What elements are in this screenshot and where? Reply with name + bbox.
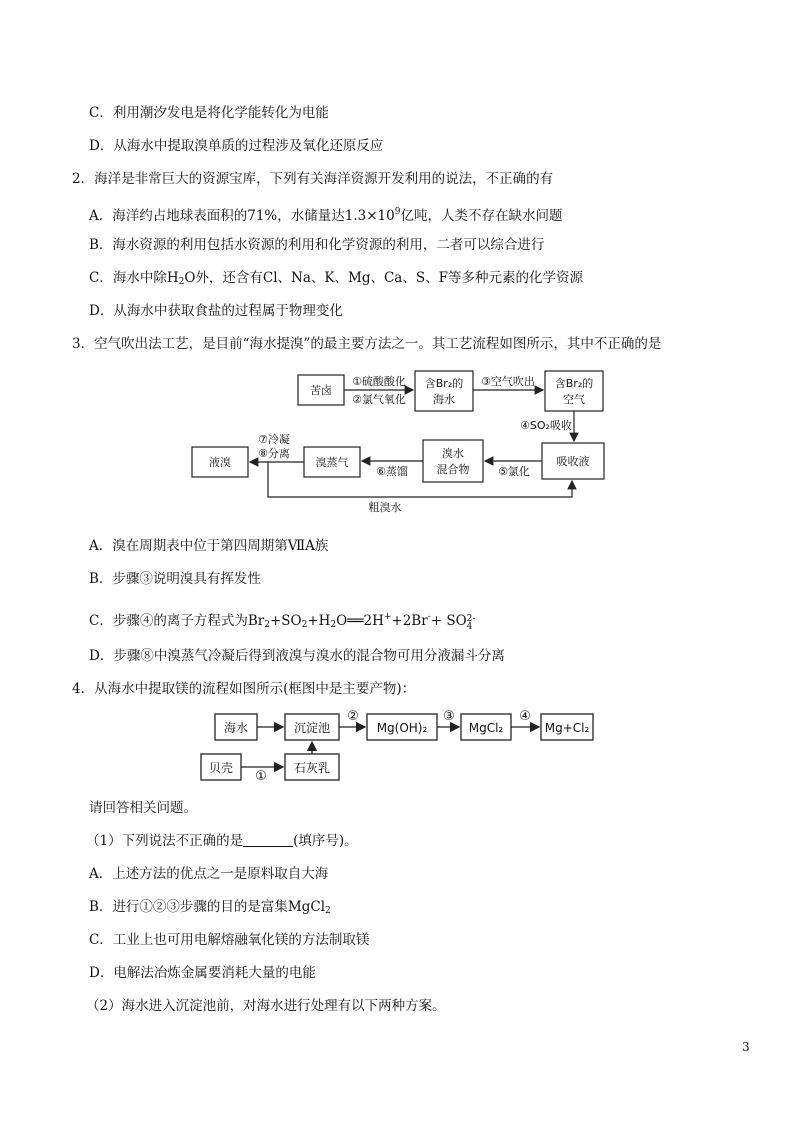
label-step2: ②氯气氧化 bbox=[352, 393, 406, 406]
label-step1: ①硫酸酸化 bbox=[352, 375, 406, 388]
label-step-1: ① bbox=[255, 769, 267, 782]
q2-option-a: A．海洋约占地球表面积的71%，水储量达$1.3\times 10^9$亿吨，人类不存在缺水问题 bbox=[89, 207, 563, 224]
q3-option-d: D．步骤⑧中溴蒸气冷凝后得到液溴与溴水的混合物可用分液漏斗分离 bbox=[89, 648, 505, 664]
label-absorb: 吸收液 bbox=[556, 455, 590, 468]
label-step3: ③空气吹出 bbox=[481, 375, 535, 388]
q4-stem: 4．从海水中提取镁的流程如图所示(框图中是主要产物)： bbox=[72, 681, 416, 697]
label-vapor: 溴蒸气 bbox=[315, 456, 349, 469]
q1-option-d: D．从海水中提取溴单质的过程涉及氧化还原反应 bbox=[89, 138, 384, 154]
label-step8: ⑧分离 bbox=[258, 447, 290, 460]
label-br2-seawater-1: 含Br₂的 bbox=[424, 377, 464, 390]
label-step-3: ③ bbox=[443, 709, 455, 724]
q2-option-b: B．海水资源的利用包括水资源的利用和化学资源的利用，二者可以综合进行 bbox=[89, 237, 545, 253]
label-step6: ⑥蒸馏 bbox=[376, 465, 408, 478]
label-kulu: 苦卤 bbox=[310, 384, 332, 397]
label-br2-air-1: 含Br₂的 bbox=[554, 377, 594, 390]
q4-intro: 请回答相关问题。 bbox=[89, 800, 197, 816]
q3-option-a: A．溴在周期表中位于第四周期第ⅦA族 bbox=[89, 538, 329, 554]
label-br2-air-2: 空气 bbox=[563, 393, 585, 406]
label-mgoh2: Mg(OH)₂ bbox=[376, 721, 428, 735]
label-step-2: ② bbox=[347, 709, 359, 724]
q3-option-b: B．步骤③说明溴具有挥发性 bbox=[89, 571, 261, 587]
label-step5: ⑤氯化 bbox=[498, 465, 530, 478]
q1-option-c: C．利用潮汐发电是将化学能转化为电能 bbox=[89, 105, 329, 121]
label-step4: ④SO₂吸收 bbox=[520, 419, 572, 432]
q4-part2: （2）海水进入沉淀池前，对海水进行处理有以下两种方案。 bbox=[86, 998, 446, 1014]
label-product: Mg+Cl₂ bbox=[544, 721, 590, 735]
q4-part1: （1）下列说法不正确的是 (填序号)。 bbox=[86, 833, 358, 849]
label-mix-2: 混合物 bbox=[436, 463, 470, 476]
label-liquid-bromine: 液溴 bbox=[209, 456, 231, 469]
label-step7: ⑦冷凝 bbox=[258, 433, 290, 446]
page-number: 3 bbox=[742, 1040, 750, 1054]
label-br2-seawater-2: 海水 bbox=[433, 393, 455, 406]
q4-option-a: A．上述方法的优点之一是原料取自大海 bbox=[89, 866, 329, 882]
label-mgcl2: MgCl₂ bbox=[468, 721, 504, 735]
label-crude-bromine-water: 粗溴水 bbox=[368, 501, 402, 514]
magnesium-flow-diagram bbox=[195, 706, 605, 782]
q2-option-d: D．从海水中获取食盐的过程属于物理变化 bbox=[89, 303, 343, 319]
bromine-flow-diagram bbox=[180, 365, 620, 520]
q4-option-b: B．进行①②③步骤的目的是富集MgCl$_2$ bbox=[89, 899, 331, 916]
label-mix-1: 溴水 bbox=[442, 447, 464, 460]
label-seawater: 海水 bbox=[223, 721, 249, 735]
q3-stem: 3．空气吹出法工艺，是目前“海水提溴”的最主要方法之一。其工艺流程如图所示，其中不正确的是 bbox=[72, 336, 662, 352]
label-lime: 石灰乳 bbox=[293, 761, 331, 775]
label-step-4: ④ bbox=[519, 709, 531, 724]
q4-option-d: D．电解法冶炼金属要消耗大量的电能 bbox=[89, 965, 316, 981]
q3-option-c: C．步骤④的离子方程式为$Br_2+SO_2+H_2O══2H^++2Br^-+$ SO 2- 4 bbox=[89, 612, 476, 632]
answer-blank[interactable] bbox=[243, 833, 293, 847]
label-tank: 沉淀池 bbox=[293, 721, 331, 735]
label-shell: 贝壳 bbox=[208, 761, 234, 775]
q2-stem: 2．海洋是非常巨大的资源宝库，下列有关海洋资源开发利用的说法，不正确的有 bbox=[72, 171, 554, 187]
q4-option-c: C．工业上也可用电解熔融氧化镁的方法制取镁 bbox=[89, 932, 370, 948]
q2-option-c: C．海水中除$H_2O$外，还含有Cl、Na、K、Mg、Ca、S、F等多种元素的化学资源 bbox=[89, 270, 583, 287]
